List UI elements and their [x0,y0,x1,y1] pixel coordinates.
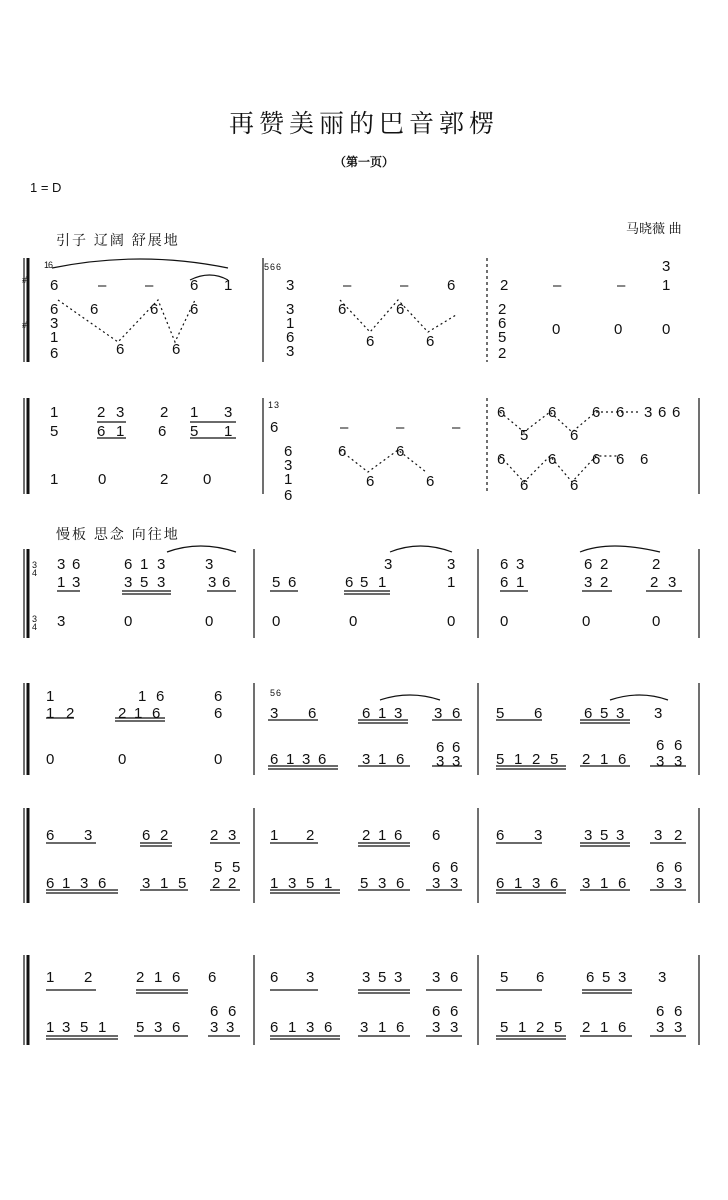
note-s4-bot: 6 [618,751,627,768]
note-s1-bot: 2 [498,345,507,362]
note-s4-top: 6 [362,705,371,722]
note-s3-top: 3 [157,556,166,573]
note-s6-bot: 5 [554,1019,563,1036]
note-s3-bot: 0 [500,613,509,630]
note-s2-top: 6 [97,423,106,440]
note-s3-top: 1 [57,574,66,591]
sharp-sign: # [22,275,28,285]
note-s6-bot: 6 [270,1019,279,1036]
note-s6-bot: 3 [62,1019,71,1036]
note-s4-top: 3 [616,705,625,722]
note-s4-bot: 3 [656,753,665,770]
note-s5-bot: 3 [582,875,591,892]
note-s2-bot: 1 [50,471,59,488]
note-s5-top: 2 [306,827,315,844]
note-s2-top: 6 [672,404,681,421]
note-s6-bot: 2 [582,1019,591,1036]
sharp-sign: # [22,320,28,330]
note-grace: 5 [270,688,276,698]
note-s2-top: 1 [116,423,125,440]
note-s6-top: 1 [46,969,55,986]
note-s2-top: 6 [158,423,167,440]
note-s5-bot: 3 [532,875,541,892]
note-s5-bot: 1 [324,875,333,892]
note-s2-bot: 6 [396,443,405,460]
note-s4-top: 6 [534,705,543,722]
note-s6-top: 3 [618,969,627,986]
note-s5-bot: 6 [618,875,627,892]
note-s3-bot: 3 [57,613,66,630]
note-s3-top: 3 [57,556,66,573]
note-s3-top: 6 [288,574,297,591]
note-s1-bot: 6 [50,301,59,318]
note-s3-top: 2 [650,574,659,591]
time-signature: 3 [32,614,38,624]
note-s1-bot: 6 [426,333,435,350]
note-s2-top: 3 [116,404,125,421]
note-s5-top: 2 [210,827,219,844]
note-s2-top: 1 [224,423,233,440]
note-s5-bot: 6 [656,859,665,876]
note-s6-bot: 3 [450,1019,459,1036]
note-s5-bot: 1 [514,875,523,892]
note-s1-bot: 6 [190,301,199,318]
tempo-marking-slow: 慢板 思念 向往地 [56,526,180,542]
note-s2-bot: 6 [497,451,506,468]
note-s4-top: 6 [152,705,161,722]
note-s4-top: 1 [138,688,147,705]
note-s6-top: 3 [394,969,403,986]
note-grace: 6 [276,688,282,698]
note-s2-bot: 6 [520,477,529,494]
note-s2-bot: 6 [592,451,601,468]
note-s3-top: 6 [222,574,231,591]
note-s5-top: 6 [496,827,505,844]
note-s1-top: – [400,277,409,294]
note-s2-top: 3 [644,404,653,421]
note-s6-top: 1 [154,969,163,986]
note-s4-bot: 0 [118,751,127,768]
note-s1-bot: 6 [286,329,295,346]
note-s6-bot: 6 [172,1019,181,1036]
note-s1-bot: 0 [662,321,671,338]
note-s4-bot: 6 [436,739,445,756]
note-s1-bot: 6 [366,333,375,350]
note-s5-bot: 2 [212,875,221,892]
note-s6-bot: 2 [536,1019,545,1036]
note-s2-top: 1 [50,404,59,421]
note-s5-bot: 3 [288,875,297,892]
note-s4-top: 5 [496,705,505,722]
note-grace: 1 [268,400,274,410]
note-grace: 3 [274,400,280,410]
note-s5-bot: 6 [450,859,459,876]
note-s3-bot: 0 [447,613,456,630]
note-s4-top: 1 [46,705,55,722]
note-s3-top: 3 [205,556,214,573]
note-s2-top: 6 [548,404,557,421]
note-s5-top: 2 [160,827,169,844]
note-s4-top: 1 [46,688,55,705]
note-s6-top: 6 [172,969,181,986]
note-s3-top: 3 [447,556,456,573]
note-s6-bot: 6 [618,1019,627,1036]
note-s6-bot: 6 [210,1003,219,1020]
note-s1-top: 3 [662,258,671,275]
note-s5-bot: 5 [178,875,187,892]
note-s4-top: 3 [654,705,663,722]
note-s4-bot: 3 [674,753,683,770]
note-s3-top: 6 [124,556,133,573]
note-s3-top: 3 [157,574,166,591]
note-s2-bot: 6 [284,487,293,504]
note-s2-top: 2 [97,404,106,421]
note-s4-top: 6 [308,705,317,722]
note-s3-top: 1 [447,574,456,591]
note-s2-bot: 1 [284,471,293,488]
note-s2-top: 6 [497,404,506,421]
note-s5-bot: 1 [270,875,279,892]
note-s1-top: 2 [500,277,509,294]
note-s2-bot: 0 [98,471,107,488]
note-s4-bot: 1 [286,751,295,768]
note-s3-top: 5 [140,574,149,591]
note-s4-bot: 2 [532,751,541,768]
note-s4-bot: 1 [378,751,387,768]
note-s4-bot: 5 [550,751,559,768]
note-s1-top: 6 [447,277,456,294]
note-s3-bot: 0 [124,613,133,630]
note-s4-top: 1 [378,705,387,722]
note-s6-bot: 3 [154,1019,163,1036]
note-s3-bot: 0 [652,613,661,630]
note-s2-top: 5 [520,427,529,444]
note-s5-bot: 2 [228,875,237,892]
note-s2-top: 6 [658,404,667,421]
key-signature: 1 = D [30,180,62,195]
note-s2-bot: 6 [338,443,347,460]
note-s3-bot: 0 [582,613,591,630]
note-s3-top: 1 [140,556,149,573]
note-s4-top: 3 [394,705,403,722]
note-s2-top: – [452,419,461,436]
note-s1-bot: 3 [50,315,59,332]
note-s5-bot: 3 [80,875,89,892]
note-s1-top: – [553,277,562,294]
note-s6-top: 3 [362,969,371,986]
note-s5-bot: 5 [306,875,315,892]
note-s5-bot: 6 [674,859,683,876]
note-s6-bot: 6 [656,1003,665,1020]
note-s4-top: 3 [270,705,279,722]
note-s6-bot: 6 [450,1003,459,1020]
note-s4-top: 6 [156,688,165,705]
note-s6-bot: 1 [288,1019,297,1036]
note-s4-bot: 6 [656,737,665,754]
note-s5-bot: 6 [496,875,505,892]
note-s1-top: 1 [662,277,671,294]
note-s3-top: 1 [378,574,387,591]
note-s6-top: 3 [432,969,441,986]
note-s6-bot: 1 [98,1019,107,1036]
time-signature: 4 [32,622,38,632]
note-s6-bot: 1 [518,1019,527,1036]
note-s2-top: 5 [190,423,199,440]
note-s3-top: 3 [668,574,677,591]
note-s6-bot: 3 [210,1019,219,1036]
note-s1-top: – [98,277,107,294]
note-s5-top: 6 [142,827,151,844]
note-s4-top: 1 [134,705,143,722]
note-s2-top: 3 [224,404,233,421]
note-s6-top: 2 [136,969,145,986]
note-s3-top: 3 [72,574,81,591]
note-s6-bot: 1 [46,1019,55,1036]
note-s5-bot: 1 [600,875,609,892]
note-s5-bot: 5 [232,859,241,876]
note-s2-top: 6 [270,419,279,436]
note-s1-bot: 6 [396,301,405,318]
note-s2-bot: 6 [366,473,375,490]
note-s6-top: 3 [658,969,667,986]
note-s1-top: – [617,277,626,294]
note-s5-top: 6 [394,827,403,844]
note-s3-top: 5 [272,574,281,591]
note-grace: 6 [276,262,282,272]
note-s3-top: 2 [600,574,609,591]
note-s5-top: 3 [534,827,543,844]
note-s3-top: 3 [384,556,393,573]
note-grace: 6 [48,260,54,270]
note-s4-top: 6 [584,705,593,722]
note-s2-bot: 6 [570,477,579,494]
note-s4-bot: 0 [46,751,55,768]
note-s4-bot: 2 [582,751,591,768]
note-s1-bot: 3 [286,343,295,360]
note-s4-bot: 6 [674,737,683,754]
note-s6-bot: 1 [600,1019,609,1036]
note-s2-top: – [340,419,349,436]
note-s6-bot: 3 [360,1019,369,1036]
note-s1-top: – [145,277,154,294]
note-s6-top: 6 [208,969,217,986]
note-s5-bot: 1 [62,875,71,892]
note-s5-top: 1 [378,827,387,844]
page-label: （第一页） [333,155,394,169]
note-s1-bot: 6 [90,301,99,318]
note-s6-bot: 5 [136,1019,145,1036]
note-s3-bot: 0 [272,613,281,630]
note-s6-bot: 3 [674,1019,683,1036]
note-s2-bot: 2 [160,471,169,488]
note-s5-top: 2 [674,827,683,844]
note-s2-bot: 6 [616,451,625,468]
note-s1-bot: 5 [498,329,507,346]
note-s1-top: – [343,277,352,294]
note-s3-bot: 0 [349,613,358,630]
note-s5-bot: 3 [450,875,459,892]
note-s3-top: 3 [584,574,593,591]
note-s5-bot: 6 [432,859,441,876]
note-s5-top: 6 [46,827,55,844]
note-grace: 5 [264,262,270,272]
note-s6-top: 6 [450,969,459,986]
note-s1-bot: 0 [552,321,561,338]
note-grace: 6 [270,262,276,272]
note-s2-bot: 0 [203,471,212,488]
note-s3-top: 3 [208,574,217,591]
note-s4-top: 5 [600,705,609,722]
note-s6-bot: 3 [656,1019,665,1036]
note-s2-top: 1 [190,404,199,421]
note-s4-bot: 5 [496,751,505,768]
note-s3-top: 5 [360,574,369,591]
note-s6-top: 5 [602,969,611,986]
note-s5-bot: 3 [432,875,441,892]
note-s5-top: 3 [616,827,625,844]
note-s5-bot: 5 [360,875,369,892]
note-s4-bot: 0 [214,751,223,768]
note-s4-top: 6 [452,705,461,722]
note-s1-bot: 2 [498,301,507,318]
note-s6-top: 3 [306,969,315,986]
note-s5-top: 1 [270,827,279,844]
note-s6-bot: 3 [306,1019,315,1036]
note-s5-bot: 3 [378,875,387,892]
note-s6-bot: 6 [674,1003,683,1020]
note-s4-bot: 3 [436,753,445,770]
note-s1-bot: 6 [498,315,507,332]
note-s1-bot: 0 [614,321,623,338]
note-s6-bot: 6 [324,1019,333,1036]
note-s3-top: 6 [500,556,509,573]
note-s1-bot: 6 [116,341,125,358]
note-s5-top: 5 [600,827,609,844]
note-s4-top: 2 [66,705,75,722]
note-s6-top: 6 [536,969,545,986]
note-s4-bot: 1 [600,751,609,768]
note-s2-top: 6 [592,404,601,421]
note-s5-bot: 6 [396,875,405,892]
note-s1-bot: 3 [286,301,295,318]
note-s4-bot: 3 [452,753,461,770]
note-s3-bot: 0 [205,613,214,630]
note-s1-bot: 1 [50,329,59,346]
note-s1-top: 1 [224,277,233,294]
note-s2-top: 5 [50,423,59,440]
time-signature: 3 [32,560,38,570]
note-s6-top: 5 [378,969,387,986]
note-s3-top: 6 [584,556,593,573]
note-s1-bot: 6 [338,301,347,318]
note-s2-top: 6 [570,427,579,444]
page-title: 再赞美丽的巴音郭楞 [228,109,499,138]
note-s1-bot: 6 [50,345,59,362]
note-s3-top: 3 [124,574,133,591]
note-s3-top: 6 [72,556,81,573]
note-grace: 1 [44,260,50,270]
note-s5-bot: 6 [46,875,55,892]
note-s5-top: 2 [362,827,371,844]
note-s3-top: 2 [652,556,661,573]
note-s5-bot: 3 [656,875,665,892]
note-s3-top: 2 [600,556,609,573]
note-s4-top: 6 [214,705,223,722]
note-s4-bot: 6 [396,751,405,768]
note-s3-top: 3 [516,556,525,573]
note-s4-top: 2 [118,705,127,722]
note-s6-bot: 3 [432,1019,441,1036]
note-s2-bot: 6 [426,473,435,490]
note-s4-bot: 3 [302,751,311,768]
note-s5-bot: 3 [674,875,683,892]
note-s4-bot: 3 [362,751,371,768]
note-s5-top: 3 [654,827,663,844]
note-s5-bot: 6 [98,875,107,892]
note-s2-bot: 3 [284,457,293,474]
tempo-marking-intro: 引子 辽阔 舒展地 [56,232,180,248]
note-s6-bot: 6 [228,1003,237,1020]
time-signature: 4 [32,568,38,578]
note-s5-top: 3 [228,827,237,844]
note-s2-bot: 6 [548,451,557,468]
note-s5-top: 6 [432,827,441,844]
note-s4-top: 6 [214,688,223,705]
note-s2-top: 6 [616,404,625,421]
note-s3-top: 6 [500,574,509,591]
note-s6-top: 2 [84,969,93,986]
note-s4-bot: 1 [514,751,523,768]
note-s6-bot: 1 [378,1019,387,1036]
note-s1-top: 6 [190,277,199,294]
note-s2-top: 2 [160,404,169,421]
note-s4-bot: 6 [270,751,279,768]
note-s1-top: 3 [286,277,295,294]
note-s6-bot: 6 [432,1003,441,1020]
note-s2-bot: 6 [640,451,649,468]
note-s1-top: 6 [50,277,59,294]
note-s6-bot: 5 [500,1019,509,1036]
note-s6-bot: 5 [80,1019,89,1036]
note-s2-top: – [396,419,405,436]
note-s3-top: 1 [516,574,525,591]
note-s5-bot: 1 [160,875,169,892]
note-s6-bot: 3 [226,1019,235,1036]
note-s4-bot: 6 [318,751,327,768]
note-s5-top: 3 [84,827,93,844]
note-s2-bot: 6 [284,443,293,460]
composer: 马晓薇 曲 [626,221,682,236]
note-s6-bot: 6 [396,1019,405,1036]
note-s6-top: 5 [500,969,509,986]
note-s5-bot: 5 [214,859,223,876]
note-s3-top: 6 [345,574,354,591]
note-s4-top: 3 [434,705,443,722]
note-s5-top: 3 [584,827,593,844]
note-s5-bot: 6 [550,875,559,892]
note-s1-bot: 6 [150,301,159,318]
note-s4-bot: 6 [452,739,461,756]
note-s6-top: 6 [270,969,279,986]
note-s6-top: 6 [586,969,595,986]
note-s1-bot: 6 [172,341,181,358]
note-s5-bot: 3 [142,875,151,892]
note-s1-bot: 1 [286,315,295,332]
